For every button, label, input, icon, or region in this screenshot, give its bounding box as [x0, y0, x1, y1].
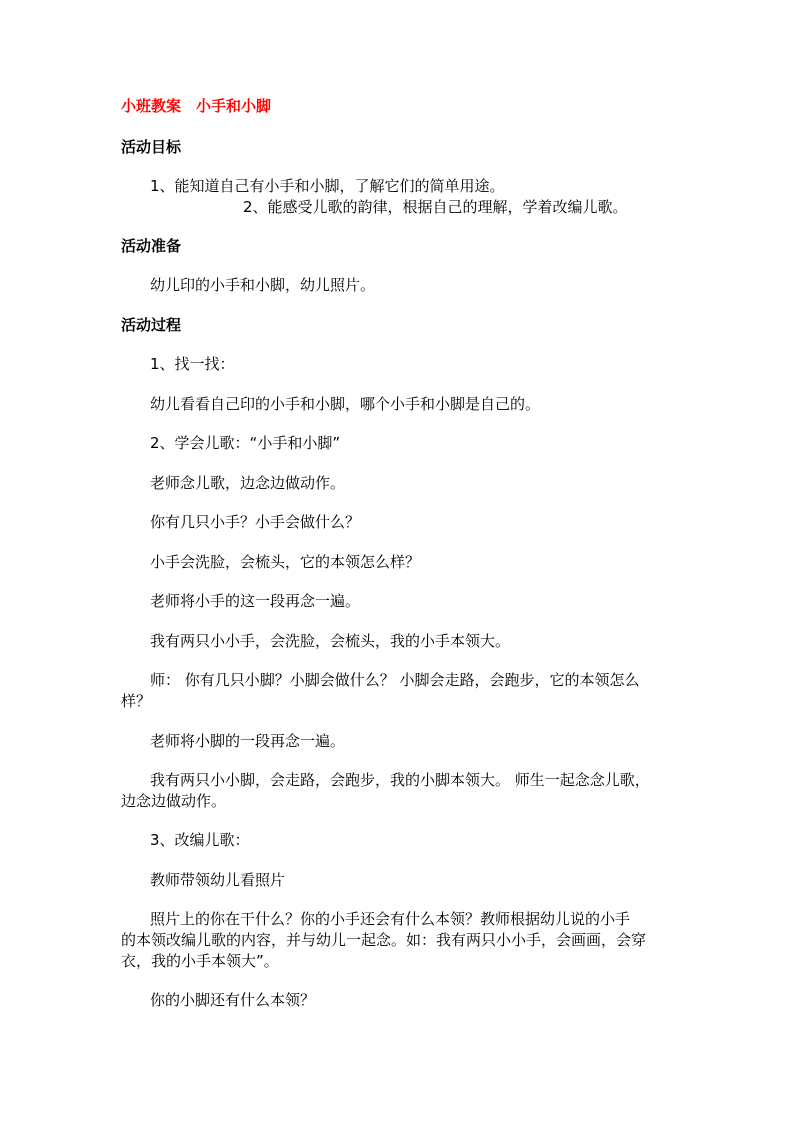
paragraph-line: 边念边做动作。 [121, 792, 227, 810]
paragraph-line: 师： 你有几只小脚？小脚会做什么？ 小脚会走路，会跑步，它的本领怎么 [150, 671, 640, 689]
paragraph-line: 照片上的你在干什么？你的小手还会有什么本领？教师根据幼儿说的小手 [150, 910, 631, 928]
paragraph-line: 的本领改编儿歌的内容，并与幼儿一起念。如：我有两只小小手，会画画，会穿 [121, 931, 647, 949]
step-3-heading: 3、改编儿歌： [150, 831, 250, 849]
paragraph: 小手会洗脸，会梳头，它的本领怎么样？ [150, 553, 421, 571]
heading-preparation: 活动准备 [121, 237, 182, 255]
paragraph: 我有两只小小手，会洗脸，会梳头，我的小手本领大。 [150, 632, 511, 650]
step-2-heading: 2、学会儿歌：“小手和小脚” [150, 434, 341, 452]
paragraph: 你的小脚还有什么本领？ [150, 991, 316, 1009]
document-title: 小班教案 小手和小脚 [121, 97, 272, 115]
paragraph: 老师将小脚的一段再念一遍。 [150, 732, 346, 750]
paragraph-line: 我有两只小小脚，会走路，会跑步，我的小脚本领大。 师生一起念念儿歌， [150, 771, 650, 789]
step-1-heading: 1、找一找： [150, 355, 235, 373]
step-1-text: 幼儿看看自己印的小手和小脚，哪个小手和小脚是自己的。 [150, 395, 541, 413]
paragraph: 老师将小手的这一段再念一遍。 [150, 592, 361, 610]
paragraph: 老师念儿歌，边念边做动作。 [150, 474, 346, 492]
goal-2: 2、能感受儿歌的韵律，根据自己的理解，学着改编儿歌。 [243, 198, 628, 216]
heading-goals: 活动目标 [121, 138, 182, 156]
goal-1: 1、能知道自己有小手和小脚，了解它们的简单用途。 [150, 177, 505, 195]
preparation-text: 幼儿印的小手和小脚，幼儿照片。 [150, 276, 376, 294]
heading-process: 活动过程 [121, 316, 182, 334]
paragraph: 教师带领幼儿看照片 [150, 871, 286, 889]
paragraph: 你有几只小手？小手会做什么？ [150, 513, 361, 531]
paragraph-line: 衣，我的小手本领大”。 [121, 952, 279, 970]
paragraph-line: 样？ [121, 692, 152, 710]
